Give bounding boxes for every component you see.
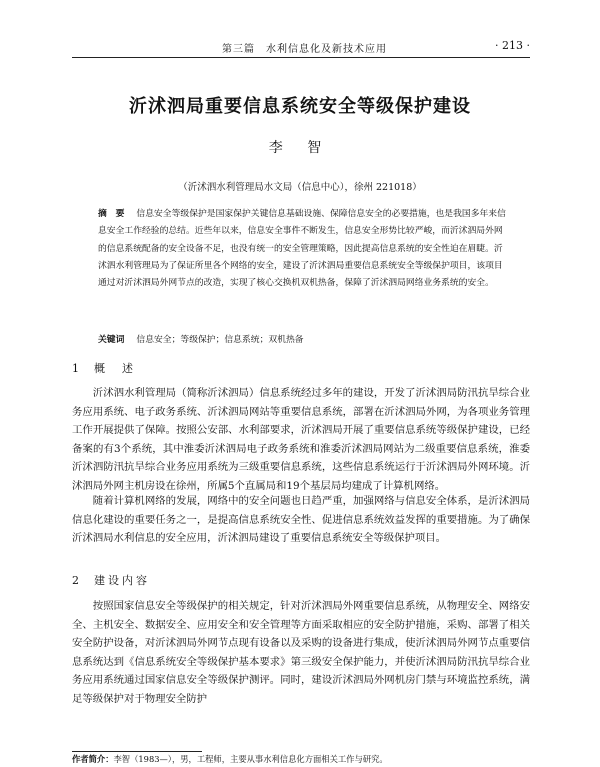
- running-head: 第三篇 水利信息化及新技术应用: [222, 44, 387, 55]
- footnote-text: 李智（1983—），男，工程师，主要从事水利信息化方面相关工作与研究。: [113, 754, 388, 764]
- section-heading-overview: [72, 360, 136, 376]
- section-title: 建设内容: [94, 574, 150, 587]
- paragraph: 随着计算机网络的发展，网络中的安全问题也日趋严重，加强网络与信息安全体系，是沂沭泗局信息化建设的重要任务之一，是提高信息系统安全性、促进信息系统效益发挥的重要措施。为了确保沂沭泗局水利信息的安全应用，沂沭泗局建设了重要信息系统安全等级保护项目。: [72, 495, 530, 544]
- header-divider: [72, 57, 530, 58]
- section-heading-content: [72, 572, 150, 588]
- section-title: 概 述: [94, 362, 136, 375]
- paragraph: 按照国家信息安全等级保护的相关规定，针对沂沭泗局外网重要信息系统，从物理安全、网络安全、主机安全、数据安全、应用安全和安全管理等方面采取相应的安全防护措施，采购、部署了相关安全防护设备，对沂沭泗局外网节点现有设备以及采购的设备进行集成，使沂沭泗局外网节点重要信息系统达到《信息系统安全等级保护基本要求》第三级安全保护能力，并使沂沭泗局防汛抗旱综合业务应用系统通过国家信息安全等级保护测评。同时，建设沂沭泗局外网机房门禁与环境监控系统，满足等级保护对于物理安全防护: [72, 600, 530, 705]
- footnote-divider: [72, 751, 202, 752]
- paragraph: 沂沭泗水利管理局（简称沂沭泗局）信息系统经过多年的建设，开发了沂沭泗局防汛抗旱综合业务应用系统、电子政务系统、沂沭泗局网站等重要信息系统，部署在沂沭泗局外网，为各项业务管理工作开展提供了保障。按照公安部、水利部要求，沂沭泗局开展了重要信息系统等级保护建设，已经备案的有3个系统，其中淮委沂沭泗局电子政务系统和淮委沂沭泗局网站为二级重要信息系统，淮委沂沭泗防汛抗旱综合业务应用系统为三级重要信息系统，这些信息系统运行于沂沭泗局外网环境。沂沭泗局外网主机房设在徐州，所属5个直属局和19个基层局均建成了计算机网络。: [72, 387, 530, 492]
- keywords-label: 关键词: [98, 335, 125, 345]
- author-footnote: [72, 753, 530, 765]
- footnote-label: 作者简介：: [72, 754, 114, 764]
- running-header: [72, 38, 530, 56]
- page-number: · 213 ·: [495, 39, 530, 52]
- section-number: 2: [72, 574, 79, 587]
- abstract-block: [98, 206, 508, 292]
- section-number: 1: [72, 362, 79, 375]
- abstract-text: 信息安全等级保护是国家保护关键信息基础设施、保障信息安全的必要措施，也是我国多年来信息安全工作经验的总结。近些年以来，信息安全事件不断发生，信息安全形势比较严峻，而沂沭泗局外网的信息系统配备的安全设备不足，也没有统一的安全管理策略，因此提高信息系统的安全性迫在眉睫。沂沭泗水利管理局为了保证所里各个网络的安全，建设了沂沭泗局重要信息系统安全等级保护项目，该项目通过对沂沭泗局外网节点的改造，实现了核心交换机双机热备，保障了沂沭泗局网络业务系统的安全。: [98, 209, 506, 289]
- keywords-block: [98, 332, 508, 345]
- abstract-label: 摘 要: [98, 209, 125, 219]
- keywords-text: 信息安全；等级保护；信息系统；双机热备: [136, 335, 304, 345]
- paper-title: 沂沭泗局重要信息系统安全等级保护建设: [129, 96, 471, 117]
- affiliation: （沂沭泗水利管理局水文局（信息中心），徐州 221018）: [178, 182, 422, 193]
- author-name: 李 智: [268, 140, 332, 156]
